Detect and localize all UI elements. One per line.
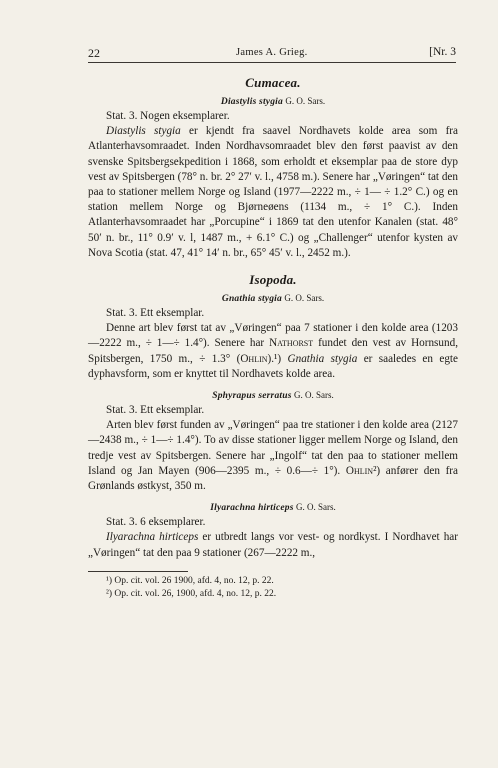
- running-header: [88, 44, 456, 63]
- species-authority: G. O. Sars.: [285, 96, 326, 106]
- page-body: [88, 72, 458, 602]
- species-name-inline: Diastylis stygia: [106, 125, 181, 138]
- section-title-cumacea: Cumacea.: [245, 75, 301, 90]
- species-heading: [88, 94, 458, 109]
- species-paragraph: Ilyarachna hirticeps er utbredt langs vor vest- og nordkyst. I Nordhavet har „Vøringen“ tat den paa 9 stationer (267—2222 m.,: [88, 531, 458, 559]
- species-name: Diastylis stygia: [220, 97, 283, 107]
- species-authority: G. O. Sars.: [296, 502, 336, 513]
- species-name-inline: Gnathia stygia: [287, 352, 358, 365]
- running-title: James A. Grieg.: [236, 47, 308, 58]
- species-name: Sphyrapus serratus: [212, 391, 292, 402]
- species-name-inline: Ilyarachna hirticeps: [106, 531, 199, 544]
- station-line: Stat. 3. Ett eksemplar.: [106, 307, 205, 320]
- station-line: Stat. 3. Ett eksemplar.: [106, 404, 205, 417]
- species-heading: [88, 500, 458, 515]
- footnote-rule: [88, 571, 188, 572]
- species-heading: [88, 388, 458, 403]
- station-line: Stat. 3. 6 eksemplarer.: [106, 516, 206, 529]
- species-name: Ilyarachna hirticeps: [210, 503, 294, 514]
- species-heading: [88, 291, 458, 306]
- issue-number: [Nr. 3: [429, 46, 456, 58]
- station-line: Stat. 3. Nogen eksemplarer.: [106, 110, 230, 122]
- footnote-2: ²) Op. cit. vol. 26, 1900, afd. 4, no. 12, p. 22.: [106, 589, 277, 600]
- species-authority: G. O. Sars.: [294, 390, 334, 401]
- page-number: 22: [88, 46, 100, 60]
- species-paragraph: Denne art blev først tat av „Vøringen“ paa 7 stationer i den kolde area (1203—2222 m., ÷ 1—÷ 1.4°). Senere har Nathorst fundet den vest av Hornsund, Spitsbergen, 1750 m., ÷ 1.3° (Ohlin).¹) Gnathia stygia er saaledes en egte dyphavsform, som er knyttet til Nordhavets kolde area.: [88, 322, 459, 380]
- footnote-1: ¹) Op. cit. vol. 26 1900, afd. 4, no. 12, p. 22.: [106, 575, 274, 586]
- species-name: Gnathia stygia: [221, 294, 282, 305]
- species-paragraph: Diastylis stygia er kjendt fra saavel Nordhavets kolde area som fra Atlanterhavsomraadet. Inden Nordhavsomraadet blev den først paavist av den svenske Spitsbergsekpedition i 1868, som erholdt et eksemplar paa de store dyp vest av Spitsbergen (78° n. br. 2° 27′ v. l., 4758 m.). Senere har „Vøringen“ tat den paa to stationer mellem Norge og Island (1977—2222 m., ÷ 1— ÷ 1.2° C.) og en station mellem Norge og Bjørneøens (1134 m., ÷ 1° C.). Inden Atlanterhavsomraadet har „Porcupine“ i 1869 tat den utenfor Kanalen (stat. 48° 50′ n. br., 11° 0.9′ v. l, 1487 m., + 6.1° C.) og „Challenger“ utenfor kysten av Nova Scotia (stat. 47, 41° 14′ n. br., 65° 45′ v. l., 2452 m.).: [88, 125, 458, 259]
- species-authority: G. O. Sars.: [284, 293, 325, 304]
- section-title-isopoda: Isopoda.: [249, 272, 297, 288]
- species-paragraph: Arten blev først funden av „Vøringen“ paa tre stationer i den kolde area (2127—2438 m., ÷ 1—÷ 1.4°). To av disse stationer ligger mellem Norge og Island, den tredje vest av Spitsbergen. Senere har „Ingolf“ tat den paa to stationer mellem Island og Jan Mayen (906—2395 m., ÷ 0.6—÷ 1°). Ohlin²) anfører den fra Grønlands østkyst, 350 m.: [88, 419, 458, 493]
